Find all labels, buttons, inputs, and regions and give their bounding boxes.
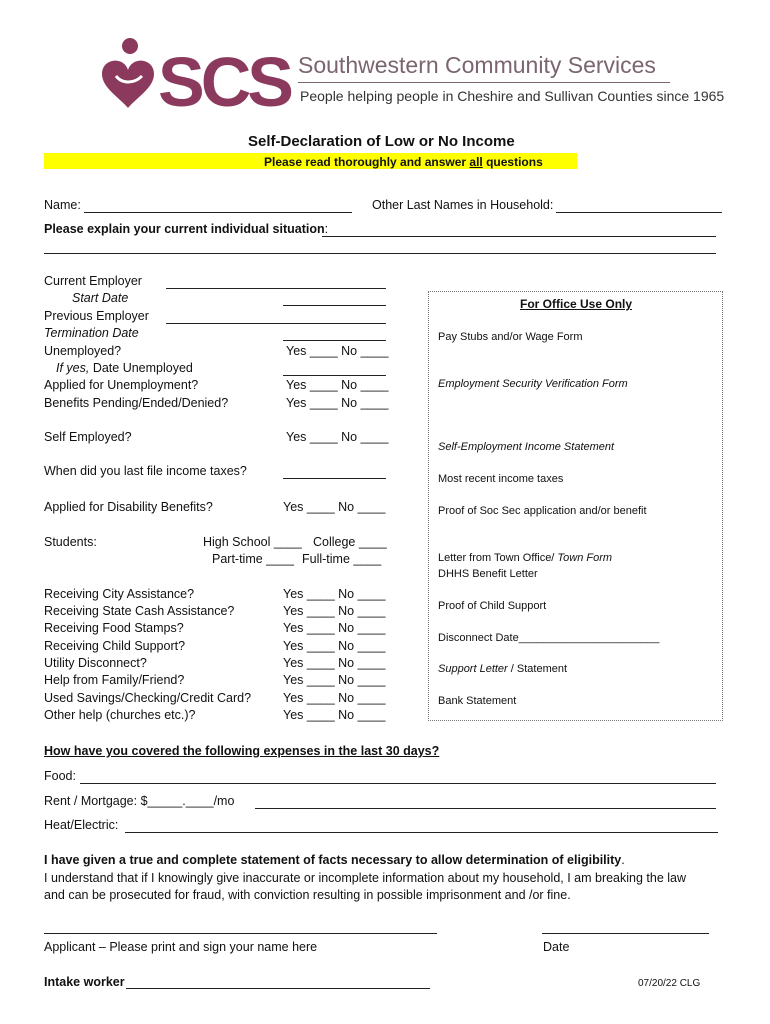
assistance-label: Receiving State Cash Assistance?: [44, 604, 235, 618]
name-label: Name:: [44, 198, 81, 212]
benefits-label: Benefits Pending/Ended/Denied?: [44, 396, 229, 410]
logo-text: SCS: [158, 43, 290, 121]
assistance-label: Help from Family/Friend?: [44, 673, 185, 687]
certification-line1: I understand that if I knowingly give inaccurate or incomplete information about my household, I am breaking the law: [44, 871, 687, 885]
assistance-yes-no[interactable]: Yes ____ No ____: [283, 604, 386, 618]
situation-label: Please explain your current individual situation:: [44, 222, 329, 236]
situation-field-1[interactable]: [322, 236, 716, 237]
office-item: Most recent income taxes: [438, 473, 564, 485]
heat-label: Heat/Electric:: [44, 818, 119, 832]
org-tagline: People helping people in Cheshire and Sullivan Counties since 1965: [300, 88, 725, 104]
expenses-heading: How have you covered the following expenses in the last 30 days?: [44, 744, 440, 758]
start-date-label: Start Date: [72, 291, 129, 305]
assistance-yes-no[interactable]: Yes ____ No ____: [283, 639, 386, 653]
assistance-yes-no[interactable]: Yes ____ No ____: [283, 621, 386, 635]
office-item: Bank Statement: [438, 695, 517, 707]
college-option[interactable]: College ____: [313, 535, 387, 549]
income-taxes-label: When did you last file income taxes?: [44, 464, 247, 478]
other-names-field[interactable]: [556, 212, 722, 213]
assistance-label: Other help (churches etc.)?: [44, 708, 196, 722]
date-field[interactable]: [542, 933, 709, 934]
other-names-label: Other Last Names in Household:: [372, 198, 554, 212]
org-logo: [96, 36, 290, 121]
subtitle: Please read thoroughly and answer all questions: [264, 155, 543, 169]
previous-employer-field[interactable]: [166, 323, 386, 324]
rent-field[interactable]: [255, 808, 716, 809]
high-school-option[interactable]: High School ____: [203, 535, 302, 549]
termination-date-field[interactable]: [283, 340, 386, 341]
students-label: Students:: [44, 535, 97, 549]
heat-field[interactable]: [125, 832, 718, 833]
applied-unemployment-label: Applied for Unemployment?: [44, 378, 199, 392]
office-item: Proof of Soc Sec application and/or benefit: [438, 505, 647, 517]
current-employer-field[interactable]: [166, 288, 386, 289]
intake-worker-field[interactable]: [126, 988, 430, 989]
income-taxes-field[interactable]: [283, 478, 386, 479]
termination-date-label: Termination Date: [44, 326, 139, 340]
intake-worker-label: Intake worker: [44, 975, 125, 989]
office-item: Pay Stubs and/or Wage Form: [438, 331, 583, 343]
org-name: Southwestern Community Services: [298, 52, 656, 78]
if-yes-label: If yes, Date Unemployed: [56, 361, 193, 375]
assistance-yes-no[interactable]: Yes ____ No ____: [283, 587, 386, 601]
unemployed-yes-no[interactable]: Yes ____ No ____: [286, 344, 389, 358]
name-field[interactable]: [84, 212, 352, 213]
assistance-yes-no[interactable]: Yes ____ No ____: [283, 656, 386, 670]
office-item: Self-Employment Income Statement: [438, 441, 615, 453]
rent-label: Rent / Mortgage: $_____.____/mo: [44, 794, 235, 808]
office-item: Disconnect Date_______________________: [438, 632, 660, 644]
applicant-label: Applicant – Please print and sign your name here: [44, 940, 318, 954]
previous-employer-label: Previous Employer: [44, 309, 149, 323]
benefits-yes-no[interactable]: Yes ____ No ____: [286, 396, 389, 410]
food-label: Food:: [44, 769, 76, 783]
office-item: Support Letter / Statement: [438, 663, 568, 675]
page-title: Self-Declaration of Low or No Income: [248, 133, 515, 150]
self-employed-yes-no[interactable]: Yes ____ No ____: [286, 430, 389, 444]
assistance-label: Used Savings/Checking/Credit Card?: [44, 691, 252, 705]
revision-code: 07/20/22 CLG: [638, 978, 701, 989]
assistance-yes-no[interactable]: Yes ____ No ____: [283, 673, 386, 687]
certification-statement: I have given a true and complete statement of facts necessary to allow determination of eligibility.: [44, 853, 625, 867]
applied-unemployment-yes-no[interactable]: Yes ____ No ____: [286, 378, 389, 392]
office-item: Proof of Child Support: [438, 600, 547, 612]
assistance-label: Receiving City Assistance?: [44, 587, 195, 601]
date-label: Date: [543, 940, 570, 954]
full-time-option[interactable]: Full-time ____: [302, 552, 382, 566]
assistance-label: Utility Disconnect?: [44, 656, 147, 670]
disability-label: Applied for Disability Benefits?: [44, 500, 213, 514]
date-unemployed-field[interactable]: [283, 375, 386, 376]
disability-yes-no[interactable]: Yes ____ No ____: [283, 500, 386, 514]
start-date-field[interactable]: [283, 305, 386, 306]
self-employed-label: Self Employed?: [44, 430, 132, 444]
office-item: Letter from Town Office/ Town Form: [438, 552, 613, 564]
office-item: DHHS Benefit Letter: [438, 568, 538, 580]
assistance-yes-no[interactable]: Yes ____ No ____: [283, 708, 386, 722]
certification-line2: and can be prosecuted for fraud, with conviction resulting in possible imprisonment and /or fine.: [44, 888, 571, 902]
assistance-yes-no[interactable]: Yes ____ No ____: [283, 691, 386, 705]
header-rule: [298, 82, 670, 83]
food-field[interactable]: [80, 783, 716, 784]
unemployed-label: Unemployed?: [44, 344, 122, 358]
office-use-title: For Office Use Only: [520, 297, 633, 311]
current-employer-label: Current Employer: [44, 274, 142, 288]
office-item: Employment Security Verification Form: [438, 378, 628, 390]
assistance-label: Receiving Child Support?: [44, 639, 186, 653]
part-time-option[interactable]: Part-time ____: [212, 552, 294, 566]
applicant-signature-field[interactable]: [44, 933, 437, 934]
situation-field-2[interactable]: [44, 253, 716, 254]
assistance-label: Receiving Food Stamps?: [44, 621, 184, 635]
